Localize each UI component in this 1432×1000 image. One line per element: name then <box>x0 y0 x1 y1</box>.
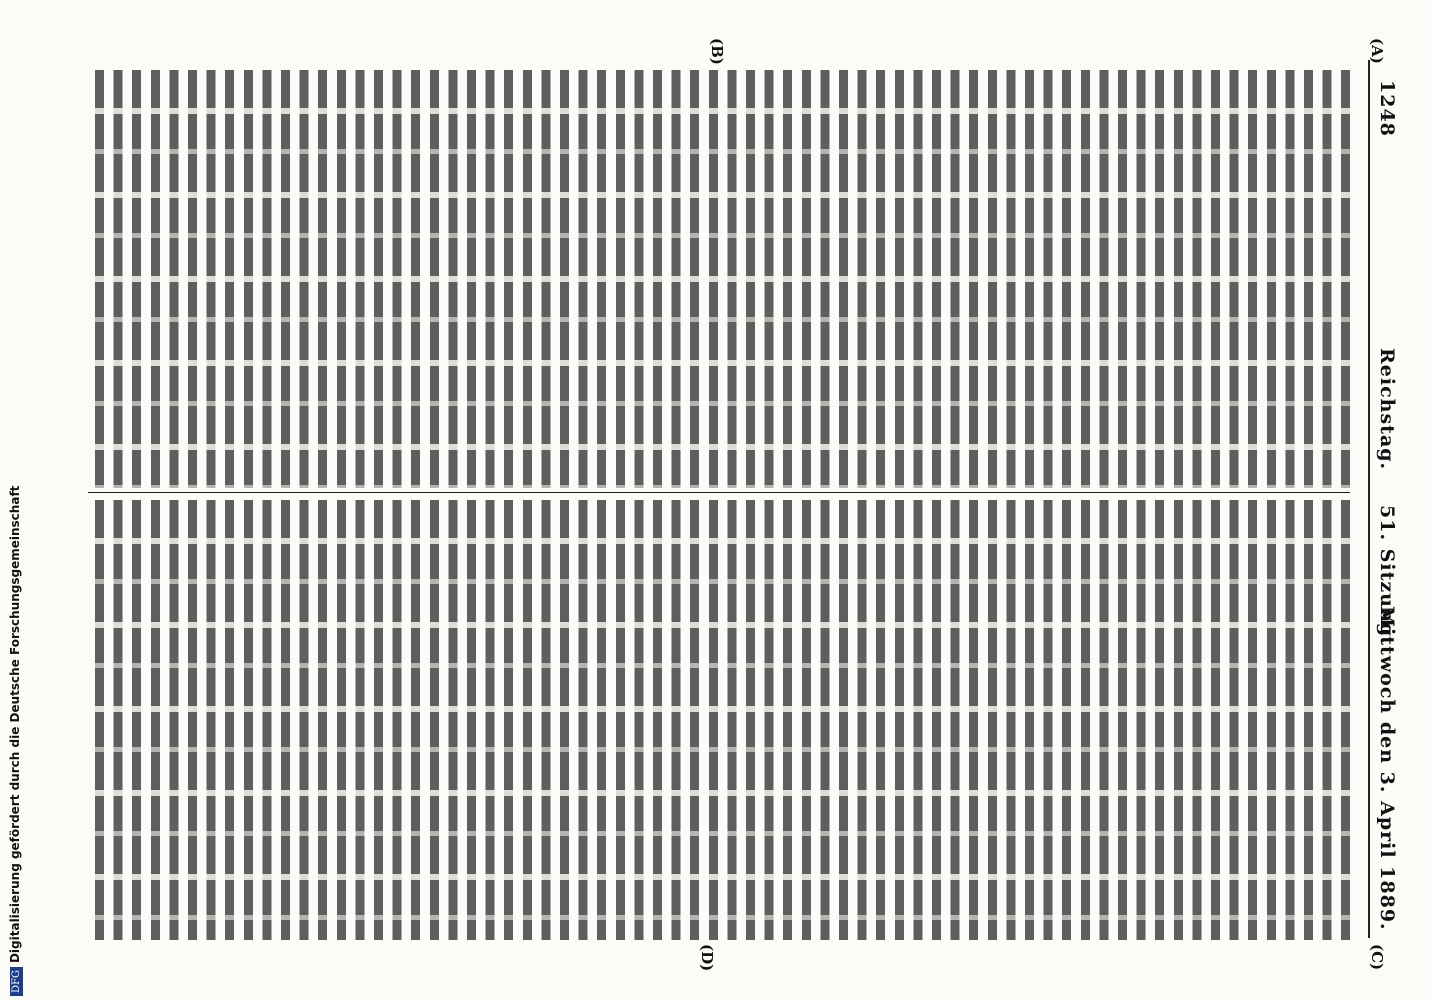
text-column-upper <box>90 70 1352 488</box>
text-column-lower <box>90 500 1352 940</box>
session-date: Mittwoch den 3. April 1889. <box>1376 606 1398 931</box>
margin-marker-d: (D) <box>698 944 716 972</box>
credit-text: Digitalisierung gefördert durch die Deutsche Forschungsgemeinschaft <box>8 485 22 964</box>
margin-marker-c: (C) <box>1368 944 1386 971</box>
dfg-logo: DFG <box>10 967 23 996</box>
session-label: 51. Sitzung. <box>1376 505 1398 645</box>
digitization-credit <box>4 486 23 996</box>
margin-marker-a: (A) <box>1368 38 1386 64</box>
page-number: 1248 <box>1376 80 1398 137</box>
column-divider <box>88 492 1350 493</box>
publication-title: Reichstag. <box>1376 348 1398 471</box>
header-rule <box>1368 60 1370 938</box>
margin-marker-b: (B) <box>708 38 726 65</box>
